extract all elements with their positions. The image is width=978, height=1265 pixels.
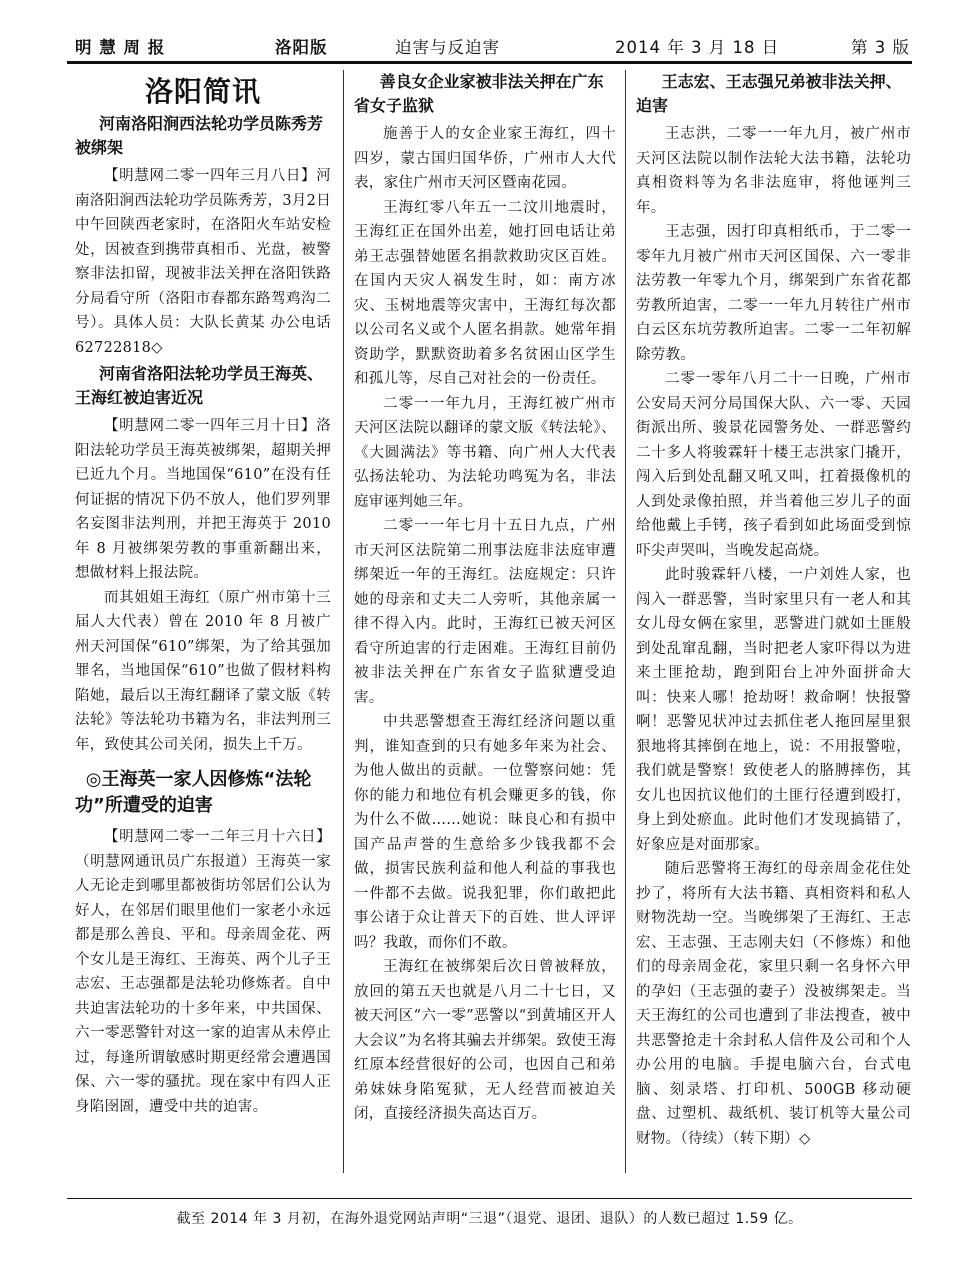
masthead <box>75 34 910 58</box>
article-paragraph: 施善于人的女企业家王海红，四十四岁，蒙古国归国华侨，广州市人大代表，家住广州市天河区暨南花园。 <box>354 126 616 191</box>
issue-date: 2014 年 3 月 18 日 <box>615 38 780 57</box>
article-paragraph: 【明慧网二零一二年三月十六日】（明慧网通讯员广东报道）王海英一家人无论走到哪里都被街坊邻居们公认为好人，在邻居们眼里他们一家老小永远都是那么善良、平和。母亲周金花、两个女儿是王海红、王海英、两个儿子王志宏、王志强都是法轮功修炼者。自中共迫害法轮功的十多年来，中共国保、六一零恶警针对这一家的迫害从未停止过，每逢所谓敏感时期更经常会遭遇国保、六一零的骚扰。现在家中有四人正身陷囹圄，遭受中共的迫害。 <box>75 829 331 1115</box>
article-paragraph: 王海红在被绑架后次日曾被释放，放回的第五天也就是八月二十七日，又被天河区“六一零”恶警以“到黄埔区开人大会议”为名将其骗去并绑架。致使王海红原本经营很好的公司，也因自己和弟弟妹妹身陷冤狱，无人经营而被迫关闭，直接经济损失高达百万。 <box>354 959 616 1122</box>
column-2 <box>354 70 616 1173</box>
paper-name: 明 慧 周 报 <box>75 38 166 57</box>
article-paragraph: 二零一零年八月二十一日晚，广州市公安局天河分局国保大队、六一零、天园街派出所、骏景花园警务处、一群恶警约二十多人将骏霖轩十楼王志洪家门撬开，闯入后到处乱翻又吼又叫，扛着摄像机的人到处录像拍照，并当着他三岁儿子的面给他戴上手铐，孩子看到如此场面受到惊吓尖声哭叫，当晚发起高烧。 <box>636 371 911 559</box>
article-title: 善良女企业家被非法关押在广东省女子监狱 <box>354 72 604 115</box>
article-paragraph: 【明慧网二零一四年三月八日】河南洛阳涧西法轮功学员陈秀芳，3月2日中午回陕西老家时，在洛阳火车站安检处，因被查到携带真相币、光盘，被警察非法扣留，现被非法关押在洛阳铁路分局看守所（洛阳市春都东路驾鸡沟二号）。具体人员：大队长黄某 办公电话62722818◇ <box>75 168 331 356</box>
page-number: 第 3 版 <box>851 38 910 57</box>
article-paragraph: 【明慧网二零一四年三月十日】洛阳法轮功学员王海英被绑架，超期关押已近九个月。当地国保“610”在没有任何证据的情况下仍不放人，他们罗列罪名妄图非法判刑，并把王海英于 2010 年 8 月被绑架劳教的事重新翻出来，想做材料上报法院。 <box>75 418 331 581</box>
footer-rule <box>67 1198 912 1199</box>
article-paragraph: 二零一一年七月十五日九点，广州市天河区法院第二刑事法庭非法庭审遭绑架近一年的王海红。法庭规定：只许她的母亲和丈夫二人旁听，其他亲属一律不得入内。此时，王海红已被天河区看守所迫害的行走困难。王海红目前仍被非法关押在广东省女子监狱遭受迫害。 <box>354 518 616 706</box>
article-title: 河南洛阳涧西法轮功学员陈秀芳被绑架 <box>75 114 324 157</box>
article-paragraph: 王志洪，二零一一年九月，被广州市天河区法院以制作法轮大法书籍，法轮功真相资料等为名非法庭审，将他诬判三年。 <box>636 126 911 216</box>
article-title: 王志宏、王志强兄弟被非法关押、迫害 <box>636 72 902 115</box>
column-1 <box>75 70 331 1173</box>
column-divider <box>625 70 626 1173</box>
section-title: 洛阳简讯 <box>144 75 261 108</box>
column-3 <box>636 70 911 1173</box>
article-title: ◎王海英一家人因修炼“法轮功”所遭受的迫害 <box>75 769 312 816</box>
article-paragraph: 此时骏霖轩八楼，一户刘姓人家，也闯入一群恶警，当时家里只有一老人和其女儿母女俩在家里，恶警进门就如土匪般到处乱窜乱翻，当时把老人家吓得以为进来土匪抢劫，跑到阳台上冲外面拼命大叫：快来人哪！抢劫呀！救命啊！快报警啊！恶警见状冲过去抓住老人拖回屋里狠狠地将其摔倒在地上，说：不用报警啦，我们就是警察！致使老人的胳膊摔伤，其女儿也因抗议他们的土匪行径遭到殴打，身上到处瘀血。此时他们才发现搞错了，好象应是对面那家。 <box>636 567 911 853</box>
article-paragraph: 二零一一年九月，王海红被广州市天河区法院以翻译的蒙文版《转法轮》、《大圆满法》等书籍、向广州人大代表弘扬法轮功、为法轮功鸣冤为名，非法庭审诬判她三年。 <box>354 395 616 510</box>
masthead-rule <box>67 61 912 64</box>
article-paragraph: 而其姐姐王海红（原广州市第十三届人大代表）曾在 2010 年 8 月被广州天河国保“610”绑架，为了给其强加罪名，当地国保“610”也做了假材料构陷她，最后以王海红翻译了蒙文版《转法轮》等法轮功书籍为名，非法判刑三年，致使其公司关闭，损失上千万。 <box>75 589 331 753</box>
section-label: 迫害与反迫害 <box>395 38 500 57</box>
column-divider <box>343 70 344 1173</box>
article-paragraph: 随后恶警将王海红的母亲周金花住处抄了，将所有大法书籍、真相资料和私人财物洗劫一空。当晚绑架了王海红、王志宏、王志强、王志刚夫妇（不修炼）和他们的母亲周金花，家里只剩一名身怀六甲的孕妇（王志强的妻子）没被绑架走。当天王海红的公司也遭到了非法搜查，被中共恶警抢走十余封私人信件及公司和个人办公用的电脑。手提电脑六台，台式电脑、刻录塔、打印机、500GB 移动硬盘、过塑机、裁纸机、装订机等大量公司财物。（待续）（转下期）◇ <box>636 861 911 1147</box>
article-paragraph: 王志强，因打印真相纸币，于二零一零年九月被广州市天河区国保、六一零非法劳教一年零九个月，绑架到广东省花都劳教所迫害，二零一一年九月转往广州市白云区东坑劳教所迫害。二零一二年初解除劳教。 <box>636 224 911 363</box>
edition-label: 洛阳版 <box>275 38 328 57</box>
article-paragraph: 中共恶警想查王海红经济问题以重判，谁知查到的只有她多年来为社会、为他人做出的贡献。一位警察问她：凭你的能力和地位有机会赚更多的钱，你为什么不做……她说：昧良心和有损中国产品声誉的生意给多少钱我都不会做，损害民族利益和他人利益的事我也一件都不去做。说我犯罪，你们敢把此事公诸于众让普天下的百姓、世人评评吗？我敢，而你们不敢。 <box>354 714 616 951</box>
footer-notice: 截至 2014 年 3 月初，在海外退党网站声明“三退”（退党、退团、退队）的人数已超过 1.59 亿。 <box>176 1211 803 1227</box>
article-title: 河南省洛阳法轮功学员王海英、王海红被迫害近况 <box>75 364 324 407</box>
article-paragraph: 王海红零八年五一二汶川地震时，王海红正在国外出差，她打回电话让弟弟王志强替她匿名捐款救助灾区百姓。在国内天灾人祸发生时，如：南方冰灾、玉树地震等灾害中，王海红每次都以公司名义或个人匿名捐款。她常年捐资助学，默默资助着多名贫困山区学生和孤儿等，尽自己对社会的一份责任。 <box>354 199 616 387</box>
